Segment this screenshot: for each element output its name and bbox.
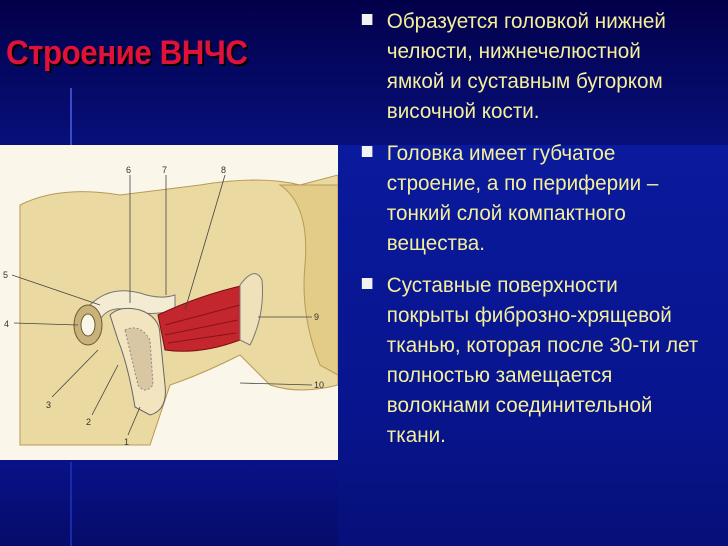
figure-label: 10 xyxy=(314,380,325,390)
bullet-item xyxy=(358,138,704,258)
bullet-text: Суставные поверхности покрыты фиброзно-хрящевой тканью, которая после 30-ти лет полностью замещается волокнами соединительной ткани. xyxy=(386,273,699,447)
figure-label: 1 xyxy=(124,437,130,447)
figure-label: 2 xyxy=(86,417,92,427)
bullet-square-icon xyxy=(362,146,373,157)
bullet-square-icon xyxy=(362,278,373,289)
figure-label: 8 xyxy=(221,165,227,175)
anatomy-drawing xyxy=(0,145,338,460)
figure-label: 3 xyxy=(46,400,52,410)
bullet-text: Головка имеет губчатое строение, а по периферии – тонкий слой компактного вещества. xyxy=(386,141,659,255)
background-bottom xyxy=(0,460,338,546)
bullet-square-icon xyxy=(362,14,373,25)
figure-label: 4 xyxy=(4,319,10,329)
decor-line-lower xyxy=(70,462,72,546)
bullet-text: Образуется головкой нижней челюсти, нижнечелюстной ямкой и суставным бугорком височной кости. xyxy=(386,9,666,123)
bullet-list xyxy=(358,6,718,462)
figure-label: 9 xyxy=(314,312,320,322)
bullet-item xyxy=(358,270,704,450)
decor-line xyxy=(70,88,72,148)
ear-canal-opening xyxy=(81,314,95,336)
figure-label: 5 xyxy=(3,270,9,280)
bullet-item xyxy=(358,6,704,126)
tmj-anatomy-illustration xyxy=(0,145,338,460)
figure-label: 6 xyxy=(126,165,132,175)
figure-label: 7 xyxy=(162,165,168,175)
slide-title: Строение ВНЧС xyxy=(6,34,248,72)
